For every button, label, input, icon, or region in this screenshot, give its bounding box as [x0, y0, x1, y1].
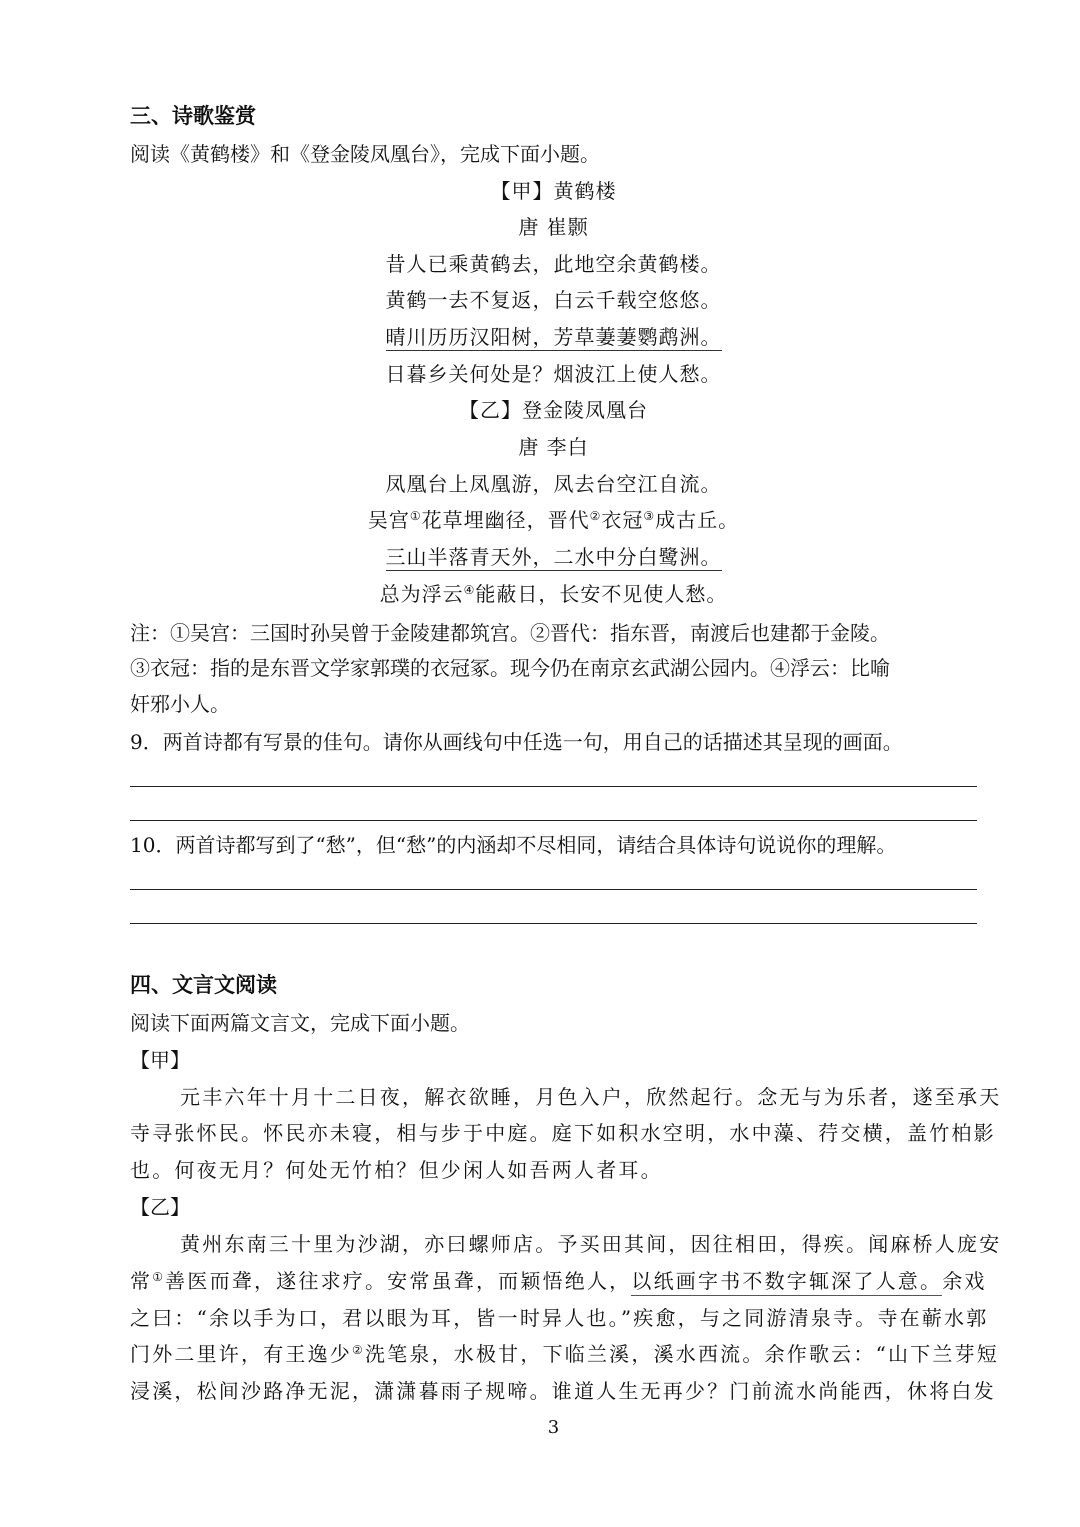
passage-a-label: 【甲】 [130, 1048, 190, 1072]
text-part: 善医而聋，遂往求疗。安常虽聋，而颖悟绝人， [165, 1269, 632, 1293]
text-part: 洗笔泉，水极甘，下临兰溪，溪水西流。余作歌云：“山下兰芽短 [364, 1342, 999, 1366]
section4-heading: 四、文言文阅读 [130, 972, 277, 997]
footnote-marker: ④ [463, 583, 476, 597]
text-part: 门外二里许，有王逸少 [130, 1342, 352, 1366]
section3-heading: 三、诗歌鉴赏 [130, 103, 256, 128]
poem-b-author: 唐 李白 [518, 435, 589, 459]
poem-a-line: 日暮乡关何处是？烟波江上使人愁。 [385, 362, 722, 386]
answer-line[interactable] [130, 786, 977, 787]
question-9: 9．两首诗都有写景的佳句。请你从画线句中任选一句，用自己的话描述其呈现的画面。 [130, 730, 903, 754]
poem-a-line: 黄鹤一去不复返，白云千载空悠悠。 [385, 288, 722, 312]
text-part: 总为浮云 [379, 582, 464, 606]
text-part: 余戏 [942, 1269, 987, 1293]
page-number: 3 [547, 1417, 560, 1438]
passage-b-line: 之曰：“余以手为口，君以眼为耳，皆一时异人也。”疾愈，与之同游清泉寺。寺在蕲水郭 [130, 1306, 989, 1330]
question-10: 10．两首诗都写到了“愁”，但“愁”的内涵却不尽相同，请结合具体诗句说说你的理解。 [130, 833, 897, 857]
answer-line[interactable] [130, 820, 977, 821]
footnote-marker: ③ [643, 509, 656, 523]
poem-b-line [130, 579, 977, 612]
poem-b-title: 【乙】登金陵凤凰台 [459, 398, 648, 422]
footnote-marker: ① [409, 509, 422, 523]
notes-line: ③衣冠：指的是东晋文学家郭璞的衣冠冢。现今仍在南京玄武湖公园内。④浮云：比喻 [130, 656, 890, 680]
passage-a-line: 寺寻张怀民。怀民亦未寝，相与步于中庭。庭下如积水空明，水中藻、荇交横，盖竹柏影 [130, 1121, 996, 1145]
notes-line: 注：①吴宫：三国时孙吴曾于金陵建都筑宫。②晋代：指东晋，南渡后也建都于金陵。 [130, 621, 890, 645]
poem-b-line: 凤凰台上凤凰游，凤去台空江自流。 [385, 472, 722, 496]
passage-b-line: 黄州东南三十里为沙湖，亦曰螺师店。予买田其间，因往相田，得疾。闻麻桥人庞安 [180, 1232, 1002, 1256]
passage-b-line: 浸溪，松间沙路净无泥，潇潇暮雨子规啼。谁道人生无再少？门前流水尚能西，休将白发 [130, 1379, 996, 1403]
text-part: 能蔽日，长安不见使人愁。 [475, 582, 728, 606]
section3-intro: 阅读《黄鹤楼》和《登金陵凤凰台》，完成下面小题。 [130, 142, 600, 166]
footnote-marker: ② [352, 1343, 365, 1357]
poem-a-underlined-line: 晴川历历汉阳树，芳草萋萋鹦鹉洲。 [385, 325, 722, 349]
answer-line[interactable] [130, 889, 977, 890]
text-part: 成古丘。 [655, 508, 740, 532]
passage-b-line [130, 1339, 999, 1372]
poem-a-author: 唐 崔颢 [518, 215, 589, 239]
footnote-marker: ① [152, 1270, 166, 1284]
poem-a-line: 昔人已乘黄鹤去，此地空余黄鹤楼。 [385, 252, 722, 276]
poem-b-line [130, 505, 977, 538]
text-part: 常 [130, 1269, 153, 1293]
poem-a-title: 【甲】黄鹤楼 [490, 179, 617, 203]
text-part: 吴宫 [367, 508, 410, 532]
poem-b-underlined-line: 三山半落青天外，二水中分白鹭洲。 [385, 545, 722, 569]
passage-b-label: 【乙】 [130, 1195, 190, 1219]
underlined-sentence: 以纸画字书不数字辄深了人意。 [631, 1269, 942, 1296]
section4-intro: 阅读下面两篇文言文，完成下面小题。 [130, 1011, 470, 1035]
answer-line[interactable] [130, 923, 977, 924]
footnote-marker: ② [589, 509, 602, 523]
passage-a-line: 也。何夜无月？何处无竹柏？但少闲人如吾两人者耳。 [130, 1158, 663, 1182]
text-part: 花草埋幽径，晋代 [421, 508, 590, 532]
notes-line: 奸邪小人。 [130, 692, 230, 716]
text-part: 衣冠 [601, 508, 644, 532]
passage-a-line: 元丰六年十月十二日夜，解衣欲睡，月色入户，欣然起行。念无与为乐者，遂至承天 [180, 1085, 1002, 1109]
passage-b-line [130, 1266, 987, 1299]
